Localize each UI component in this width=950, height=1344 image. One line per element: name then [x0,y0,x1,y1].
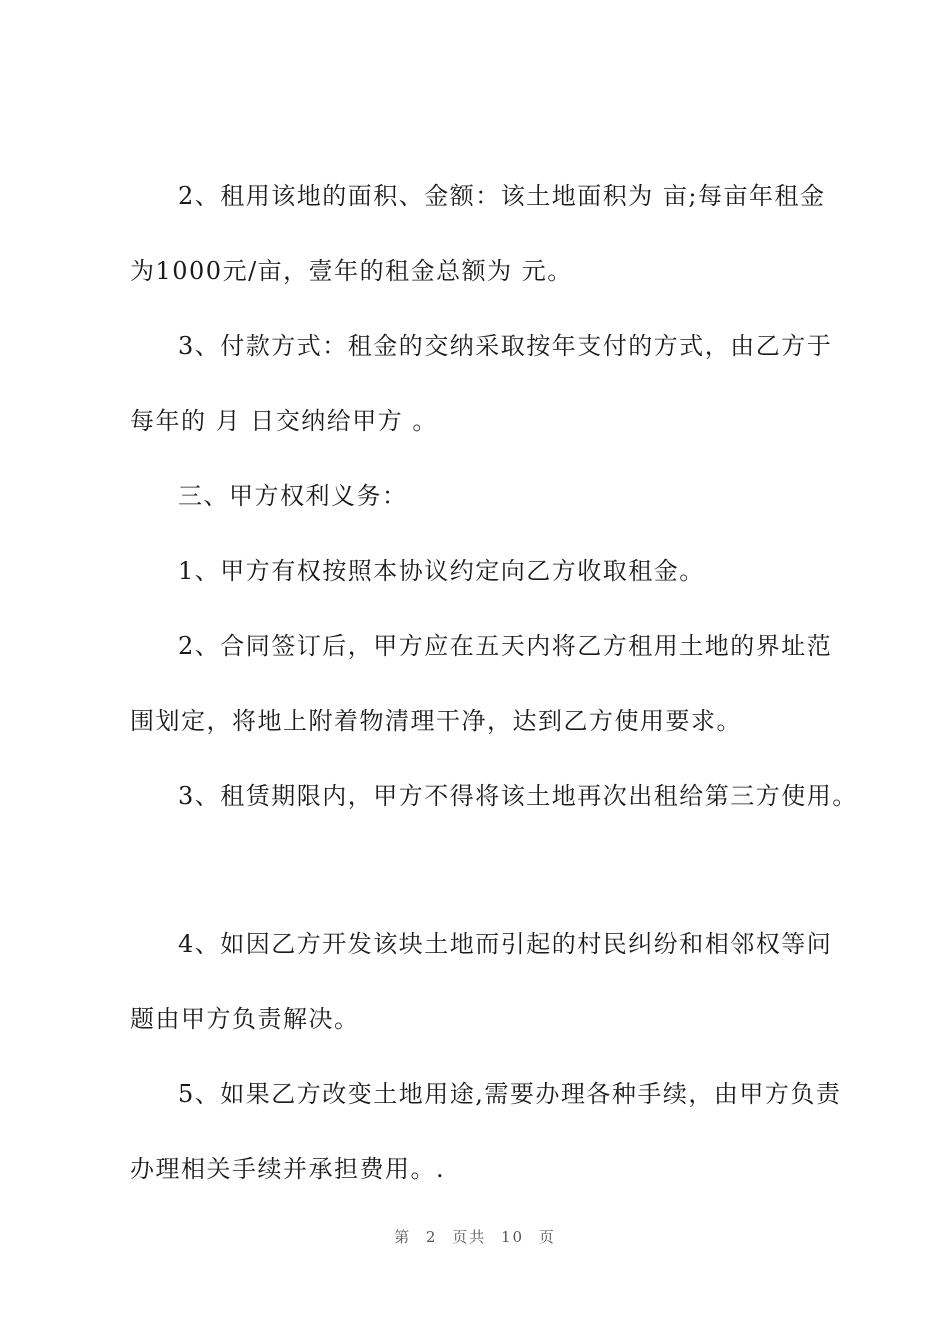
paragraph-line: 每年的 月 日交纳给甲方 。 [130,407,438,435]
paragraph-line: 5、如果乙方改变土地用途,需要办理各种手续，由甲方负责 [178,1080,842,1108]
paragraph-line: 1、甲方有权按照本协议约定向乙方收取租金。 [178,557,705,585]
paragraph-line: 3、租赁期限内，甲方不得将该土地再次出租给第三方使用。 [178,782,858,810]
paragraph-line: 2、租用该地的面积、金额：该土地面积为 亩;每亩年租金 [178,182,826,210]
section-heading: 三、甲方权利义务： [178,482,408,510]
paragraph-line: 题由甲方负责解决。 [130,1005,360,1033]
paragraph-line: 3、付款方式：租金的交纳采取按年支付的方式，由乙方于 [178,332,833,360]
paragraph-line: 围划定，将地上附着物清理干净，达到乙方使用要求。 [130,707,742,735]
paragraph-line: 4、如因乙方开发该块土地而引起的村民纠纷和相邻权等问 [178,930,833,958]
paragraph-line: 办理相关手续并承担费用。. [130,1155,446,1183]
page-number-footer: 第 2 页共 10 页 [394,1228,556,1246]
paragraph-line: 2、合同签订后，甲方应在五天内将乙方租用土地的界址范 [178,632,833,660]
paragraph-line: 为1000元/亩，壹年的租金总额为 元。 [130,257,573,285]
